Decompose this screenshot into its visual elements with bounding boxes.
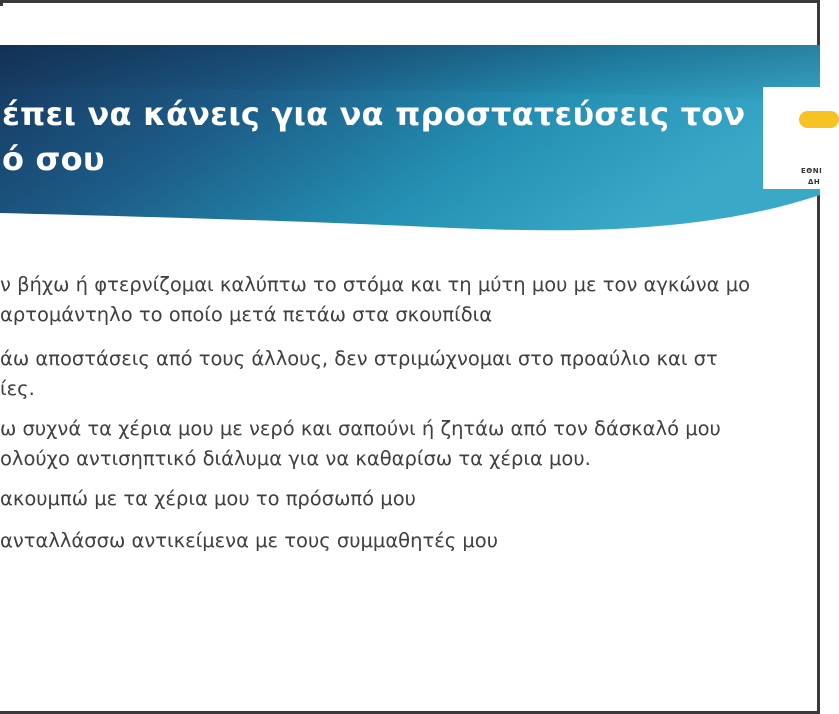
list-item (0, 270, 830, 330)
list-item (0, 484, 830, 514)
slide-title-line: έπει να κάνεις για να προστατεύσεις τον (2, 95, 746, 133)
list-item (0, 526, 830, 556)
logo-yellow-mark (799, 111, 839, 128)
list-item-text: ακουμπώ με τα χέρια μου το πρόσωπό μου (0, 487, 416, 510)
list-item-text: άω αποστάσεις από τους άλλους, δεν στριμώχνομαι στο προαύλιο και στ (0, 347, 718, 370)
list-item-text: ν βήχω ή φτερνίζομαι καλύπτω το στόμα και τη μύτη μου με τον αγκώνα μο (0, 273, 751, 296)
list-item-text: ανταλλάσσω αντικείμενα με τους συμμαθητές μου (0, 529, 499, 552)
list-item-text: ολούχο αντισηπτικό διάλυμα για να καθαρίσω τα χέρια μου. (0, 447, 591, 470)
list-item (0, 344, 830, 404)
list-item-text: ω συχνά τα χέρια μου με νερό και σαπούνι ή ζητάω από τον δάσκαλό μου (0, 417, 721, 440)
list-item-text: ίες. (0, 377, 35, 400)
slide-title-line: ό σου (2, 140, 105, 178)
window-top-border (0, 0, 820, 3)
organization-logo (763, 87, 833, 189)
logo-text: ΔΗ (808, 178, 821, 186)
list-item-text: αρτομάντηλο το οποίο μετά πετάω στα σκουπίδια (0, 303, 493, 326)
list-item (0, 414, 830, 474)
logo-text: ΕΘΝΙ (801, 167, 823, 175)
slide-title (2, 92, 752, 182)
